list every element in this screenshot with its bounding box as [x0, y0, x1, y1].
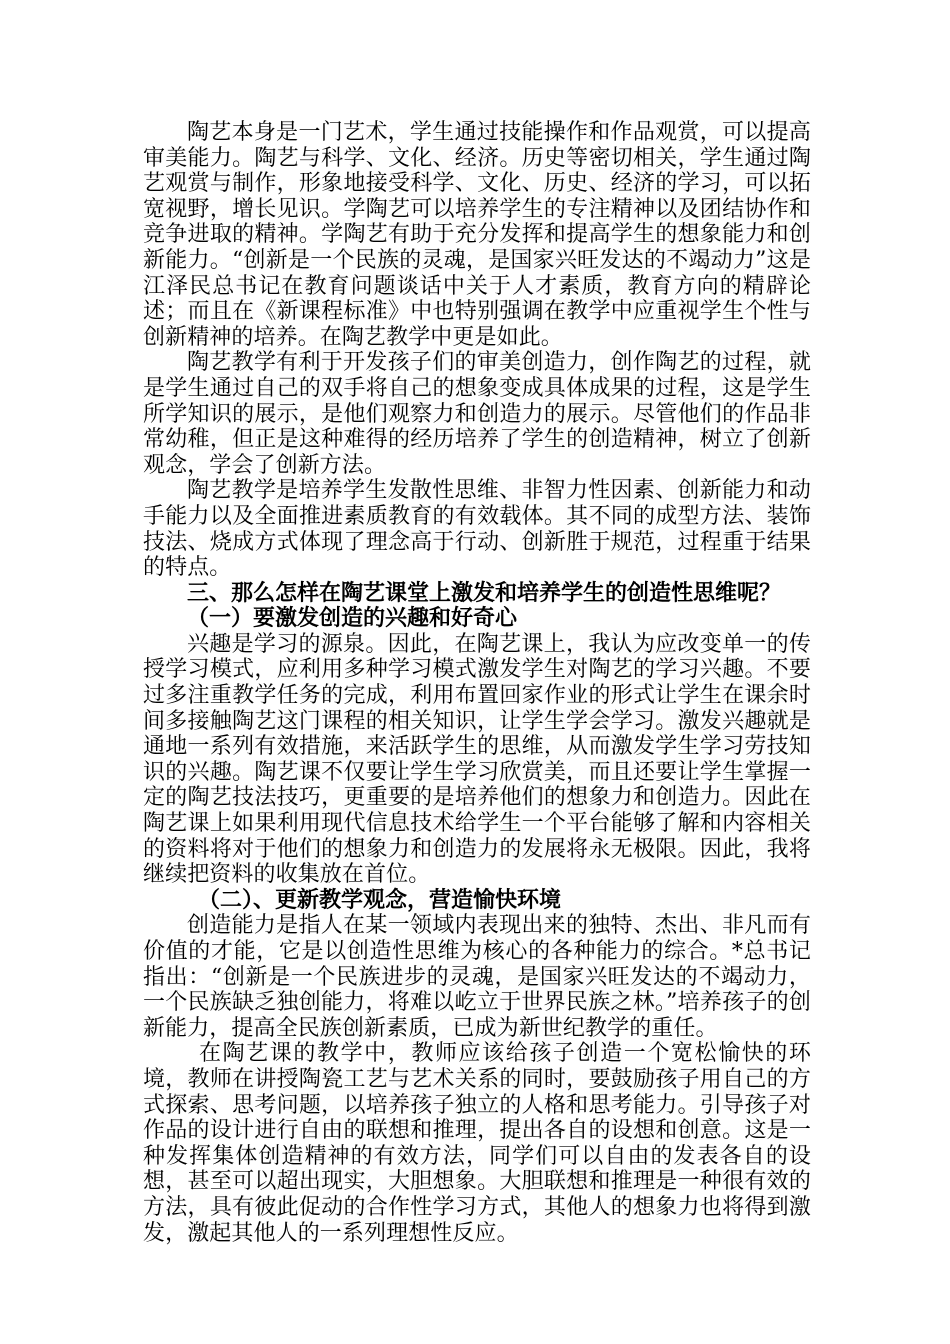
paragraph-aesthetic-creativity: 陶艺教学有利于开发孩子们的审美创造力，创作陶艺的过程，就是学生通过自己的双手将自己的想象变成具体成果的过程，这是学生所学知识的展示，是他们观察力和创造力的展示。尽管他们的作品非常幼稚，但正是这种难得的经历培养了学生的创造精神，树立了创新观念，学会了创新方法。 [143, 350, 811, 478]
subheading-1: （一）要激发创造的兴趣和好奇心 [187, 605, 518, 632]
paragraph-creative-ability: 创造能力是指人在某一领域内表现出来的独特、杰出、非凡而有价值的才能，它是以创造性思维为核心的各种能力的综合。*总书记指出：“创新是一个民族进步的灵魂，是国家兴旺发达的不竭动力，一个民族缺乏独创能力，将难以屹立于世界民族之林。”培养孩子的创新能力，提高全民族创新素质，已成为新世纪教学的重任。 [143, 913, 811, 1041]
paragraph-relaxed-environment: 在陶艺课的教学中，教师应该给孩子创造一个宽松愉快的环境，教师在讲授陶瓷工艺与艺术关系的同时，要鼓励孩子用自己的方式探索、思考问题，以培养孩子独立的人格和思考能力。引导孩子对作品的设计进行自由的联想和推理，提出各自的设想和创意。这是一种发挥集体创造精神的有效方法，同学们可以自由的发表各自的设想，甚至可以超出现实，大胆想象。大胆联想和推理是一种很有效的方法，具有彼此促动的合作性学习方式，其他人的想象力也将得到激发，激起其他人的一系列理想性反应。 [143, 1041, 811, 1246]
subheading-2: （二）、更新教学观念，营造愉快环境 [198, 886, 562, 913]
paragraph-divergent-thinking: 陶艺教学是培养学生发散性思维、非智力性因素、创新能力和动手能力以及全面推进素质教育的有效载体。其不同的成型方法、装饰技法、烧成方式体现了理念高于行动、创新胜于规范，过程重于结果的特点。 [143, 478, 811, 581]
document-page [143, 120, 811, 1246]
paragraph-art-value: 陶艺本身是一门艺术，学生通过技能操作和作品观赏，可以提高审美能力。陶艺与科学、文化、经济。历史等密切相关，学生通过陶艺观赏与制作，形象地接受科学、文化、历史、经济的学习，可以拓宽视野，增长见识。学陶艺可以培养学生的专注精神以及团结协作和竞争进取的精神。学陶艺有助于充分发挥和提高学生的想象能力和创新能力。“创新是一个民族的灵魂，是国家兴旺发达的不竭动力”这是江泽民总书记在教育问题谈话中关于人才素质，教育方向的精辟论述；而且在《新课程标准》中也特别强调在教学中应重视学生个性与创新精神的培养。在陶艺教学中更是如此。 [143, 120, 811, 350]
paragraph-interest: 兴趣是学习的源泉。因此，在陶艺课上，我认为应改变单一的传授学习模式，应利用多种学习模式激发学生对陶艺的学习兴趣。不要过多注重教学任务的完成，利用布置回家作业的形式让学生在课余时间多接触陶艺这门课程的相关知识，让学生学会学习。激发兴趣就是通地一系列有效措施，来活跃学生的思维，从而激发学生学习劳技知识的兴趣。陶艺课不仅要让学生学习欣赏美，而且还要让学生掌握一定的陶艺技法技巧，更重要的是培养他们的想象力和创造力。因此在陶艺课上如果利用现代信息技术给学生一个平台能够了解和内容相关的资料将对于他们的想象力和创造力的发展将永无极限。因此，我将继续把资料的收集放在首位。 [143, 631, 811, 888]
section-heading-3: 三、那么怎样在陶艺课堂上激发和培养学生的创造性思维呢？ [187, 579, 782, 606]
